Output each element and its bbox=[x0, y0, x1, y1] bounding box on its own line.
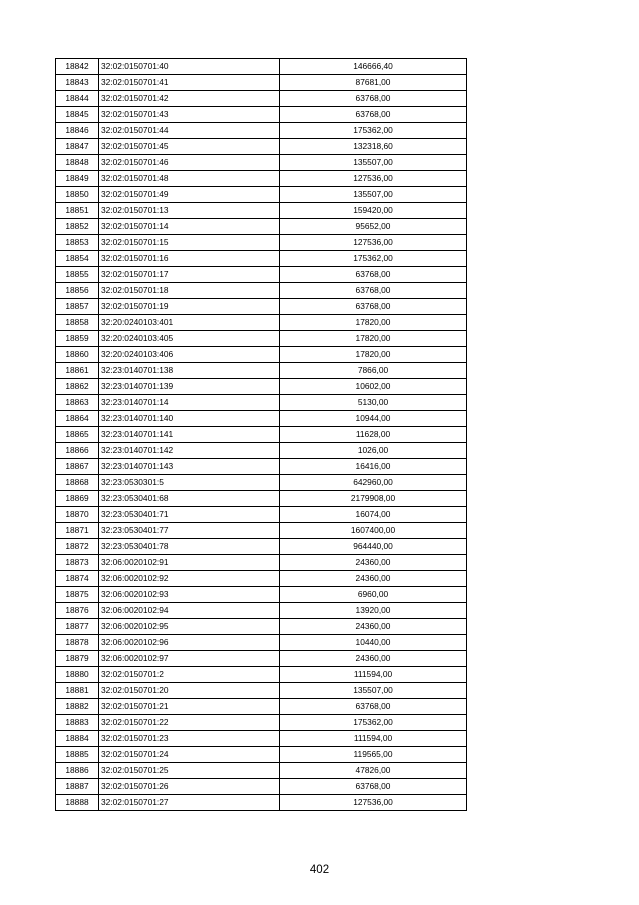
table-row bbox=[56, 331, 467, 347]
table-row bbox=[56, 75, 467, 91]
cadastral-value-cell: 17820,00 bbox=[280, 347, 467, 363]
table-row bbox=[56, 59, 467, 75]
cadastral-value-cell: 1607400,00 bbox=[280, 523, 467, 539]
cadastral-number-cell: 32:23:0140701:142 bbox=[99, 443, 280, 459]
cadastral-value-cell: 24360,00 bbox=[280, 651, 467, 667]
table-row bbox=[56, 491, 467, 507]
cadastral-value-cell: 16074,00 bbox=[280, 507, 467, 523]
table-row bbox=[56, 379, 467, 395]
cadastral-number-cell: 32:02:0150701:23 bbox=[99, 731, 280, 747]
cadastral-value-cell: 10602,00 bbox=[280, 379, 467, 395]
cadastral-value-cell: 175362,00 bbox=[280, 715, 467, 731]
row-number-cell: 18847 bbox=[56, 139, 99, 155]
row-number-cell: 18881 bbox=[56, 683, 99, 699]
table-row bbox=[56, 475, 467, 491]
cadastral-number-cell: 32:02:0150701:26 bbox=[99, 779, 280, 795]
cadastral-number-cell: 32:20:0240103:406 bbox=[99, 347, 280, 363]
table-row bbox=[56, 171, 467, 187]
table-row bbox=[56, 251, 467, 267]
table-row bbox=[56, 315, 467, 331]
cadastral-number-cell: 32:06:0020102:92 bbox=[99, 571, 280, 587]
cadastral-value-cell: 63768,00 bbox=[280, 283, 467, 299]
table-row bbox=[56, 219, 467, 235]
cadastral-number-cell: 32:02:0150701:45 bbox=[99, 139, 280, 155]
cadastral-value-cell: 6960,00 bbox=[280, 587, 467, 603]
table-row bbox=[56, 363, 467, 379]
cadastral-value-cell: 24360,00 bbox=[280, 555, 467, 571]
row-number-cell: 18843 bbox=[56, 75, 99, 91]
cadastral-value-cell: 24360,00 bbox=[280, 619, 467, 635]
cadastral-number-cell: 32:23:0140701:14 bbox=[99, 395, 280, 411]
row-number-cell: 18884 bbox=[56, 731, 99, 747]
row-number-cell: 18848 bbox=[56, 155, 99, 171]
cadastral-number-cell: 32:02:0150701:13 bbox=[99, 203, 280, 219]
cadastral-value-cell: 964440,00 bbox=[280, 539, 467, 555]
table-row bbox=[56, 795, 467, 811]
row-number-cell: 18862 bbox=[56, 379, 99, 395]
cadastral-number-cell: 32:02:0150701:41 bbox=[99, 75, 280, 91]
cadastral-value-cell: 127536,00 bbox=[280, 235, 467, 251]
cadastral-value-cell: 5130,00 bbox=[280, 395, 467, 411]
cadastral-number-cell: 32:02:0150701:27 bbox=[99, 795, 280, 811]
cadastral-value-cell: 11628,00 bbox=[280, 427, 467, 443]
cadastral-number-cell: 32:02:0150701:18 bbox=[99, 283, 280, 299]
cadastral-number-cell: 32:23:0140701:138 bbox=[99, 363, 280, 379]
cadastral-value-cell: 87681,00 bbox=[280, 75, 467, 91]
table-row bbox=[56, 651, 467, 667]
table-row bbox=[56, 139, 467, 155]
row-number-cell: 18867 bbox=[56, 459, 99, 475]
cadastral-value-cell: 642960,00 bbox=[280, 475, 467, 491]
cadastral-value-cell: 146666,40 bbox=[280, 59, 467, 75]
table-row bbox=[56, 123, 467, 139]
cadastral-number-cell: 32:02:0150701:2 bbox=[99, 667, 280, 683]
table-row bbox=[56, 283, 467, 299]
table-row bbox=[56, 571, 467, 587]
row-number-cell: 18882 bbox=[56, 699, 99, 715]
cadastral-value-cell: 13920,00 bbox=[280, 603, 467, 619]
table-row bbox=[56, 347, 467, 363]
table-row bbox=[56, 203, 467, 219]
cadastral-value-cell: 63768,00 bbox=[280, 107, 467, 123]
table-row bbox=[56, 619, 467, 635]
cadastral-value-cell: 135507,00 bbox=[280, 187, 467, 203]
row-number-cell: 18850 bbox=[56, 187, 99, 203]
table-row bbox=[56, 507, 467, 523]
cadastral-value-cell: 135507,00 bbox=[280, 155, 467, 171]
cadastral-value-cell: 47826,00 bbox=[280, 763, 467, 779]
cadastral-number-cell: 32:02:0150701:40 bbox=[99, 59, 280, 75]
table-row bbox=[56, 411, 467, 427]
row-number-cell: 18863 bbox=[56, 395, 99, 411]
row-number-cell: 18855 bbox=[56, 267, 99, 283]
row-number-cell: 18845 bbox=[56, 107, 99, 123]
row-number-cell: 18877 bbox=[56, 619, 99, 635]
cadastral-value-cell: 16416,00 bbox=[280, 459, 467, 475]
cadastral-number-cell: 32:20:0240103:401 bbox=[99, 315, 280, 331]
row-number-cell: 18860 bbox=[56, 347, 99, 363]
cadastral-value-cell: 63768,00 bbox=[280, 699, 467, 715]
cadastral-number-cell: 32:02:0150701:24 bbox=[99, 747, 280, 763]
table-row bbox=[56, 779, 467, 795]
row-number-cell: 18887 bbox=[56, 779, 99, 795]
table-row bbox=[56, 747, 467, 763]
table-row bbox=[56, 635, 467, 651]
cadastral-number-cell: 32:02:0150701:49 bbox=[99, 187, 280, 203]
table-row bbox=[56, 731, 467, 747]
cadastral-number-cell: 32:02:0150701:44 bbox=[99, 123, 280, 139]
cadastral-value-cell: 135507,00 bbox=[280, 683, 467, 699]
cadastral-value-cell: 10440,00 bbox=[280, 635, 467, 651]
row-number-cell: 18879 bbox=[56, 651, 99, 667]
cadastral-number-cell: 32:02:0150701:43 bbox=[99, 107, 280, 123]
table-row bbox=[56, 235, 467, 251]
table-row bbox=[56, 539, 467, 555]
row-number-cell: 18846 bbox=[56, 123, 99, 139]
table-row bbox=[56, 299, 467, 315]
table-row bbox=[56, 91, 467, 107]
cadastral-number-cell: 32:02:0150701:48 bbox=[99, 171, 280, 187]
cadastral-number-cell: 32:02:0150701:22 bbox=[99, 715, 280, 731]
cadastral-number-cell: 32:23:0530401:68 bbox=[99, 491, 280, 507]
table-row bbox=[56, 523, 467, 539]
cadastral-value-cell: 7866,00 bbox=[280, 363, 467, 379]
table-row bbox=[56, 699, 467, 715]
row-number-cell: 18865 bbox=[56, 427, 99, 443]
row-number-cell: 18844 bbox=[56, 91, 99, 107]
row-number-cell: 18854 bbox=[56, 251, 99, 267]
cadastral-number-cell: 32:23:0140701:143 bbox=[99, 459, 280, 475]
table-row bbox=[56, 587, 467, 603]
cadastral-value-cell: 10944,00 bbox=[280, 411, 467, 427]
table-row bbox=[56, 443, 467, 459]
cadastral-value-table bbox=[55, 58, 467, 811]
cadastral-value-cell: 63768,00 bbox=[280, 779, 467, 795]
cadastral-value-cell: 175362,00 bbox=[280, 251, 467, 267]
cadastral-number-cell: 32:02:0150701:21 bbox=[99, 699, 280, 715]
cadastral-value-cell: 127536,00 bbox=[280, 171, 467, 187]
page-number: 402 bbox=[309, 864, 330, 876]
cadastral-number-cell: 32:06:0020102:93 bbox=[99, 587, 280, 603]
cadastral-number-cell: 32:23:0530401:78 bbox=[99, 539, 280, 555]
table-row bbox=[56, 267, 467, 283]
row-number-cell: 18886 bbox=[56, 763, 99, 779]
row-number-cell: 18876 bbox=[56, 603, 99, 619]
row-number-cell: 18871 bbox=[56, 523, 99, 539]
cadastral-value-cell: 17820,00 bbox=[280, 315, 467, 331]
table-row bbox=[56, 763, 467, 779]
row-number-cell: 18849 bbox=[56, 171, 99, 187]
cadastral-value-cell: 1026,00 bbox=[280, 443, 467, 459]
cadastral-number-cell: 32:02:0150701:42 bbox=[99, 91, 280, 107]
row-number-cell: 18864 bbox=[56, 411, 99, 427]
row-number-cell: 18878 bbox=[56, 635, 99, 651]
row-number-cell: 18888 bbox=[56, 795, 99, 811]
table-row bbox=[56, 187, 467, 203]
cadastral-value-cell: 24360,00 bbox=[280, 571, 467, 587]
cadastral-number-cell: 32:02:0150701:14 bbox=[99, 219, 280, 235]
row-number-cell: 18866 bbox=[56, 443, 99, 459]
table-row bbox=[56, 683, 467, 699]
row-number-cell: 18869 bbox=[56, 491, 99, 507]
cadastral-value-cell: 17820,00 bbox=[280, 331, 467, 347]
cadastral-number-cell: 32:23:0140701:140 bbox=[99, 411, 280, 427]
table-body bbox=[56, 59, 467, 811]
cadastral-value-cell: 2179908,00 bbox=[280, 491, 467, 507]
cadastral-value-cell: 159420,00 bbox=[280, 203, 467, 219]
row-number-cell: 18880 bbox=[56, 667, 99, 683]
table-row bbox=[56, 555, 467, 571]
cadastral-number-cell: 32:06:0020102:96 bbox=[99, 635, 280, 651]
row-number-cell: 18875 bbox=[56, 587, 99, 603]
cadastral-number-cell: 32:02:0150701:15 bbox=[99, 235, 280, 251]
row-number-cell: 18857 bbox=[56, 299, 99, 315]
cadastral-number-cell: 32:23:0530301:5 bbox=[99, 475, 280, 491]
row-number-cell: 18885 bbox=[56, 747, 99, 763]
cadastral-value-cell: 111594,00 bbox=[280, 667, 467, 683]
cadastral-value-cell: 63768,00 bbox=[280, 299, 467, 315]
table-row bbox=[56, 667, 467, 683]
cadastral-number-cell: 32:06:0020102:97 bbox=[99, 651, 280, 667]
cadastral-number-cell: 32:02:0150701:19 bbox=[99, 299, 280, 315]
cadastral-number-cell: 32:02:0150701:25 bbox=[99, 763, 280, 779]
cadastral-value-cell: 132318,60 bbox=[280, 139, 467, 155]
row-number-cell: 18868 bbox=[56, 475, 99, 491]
cadastral-value-cell: 63768,00 bbox=[280, 267, 467, 283]
cadastral-number-cell: 32:02:0150701:17 bbox=[99, 267, 280, 283]
cadastral-number-cell: 32:02:0150701:46 bbox=[99, 155, 280, 171]
row-number-cell: 18858 bbox=[56, 315, 99, 331]
row-number-cell: 18859 bbox=[56, 331, 99, 347]
table-row bbox=[56, 107, 467, 123]
table-row bbox=[56, 155, 467, 171]
cadastral-number-cell: 32:23:0140701:139 bbox=[99, 379, 280, 395]
cadastral-value-cell: 127536,00 bbox=[280, 795, 467, 811]
table-row bbox=[56, 459, 467, 475]
table-row bbox=[56, 395, 467, 411]
row-number-cell: 18856 bbox=[56, 283, 99, 299]
row-number-cell: 18873 bbox=[56, 555, 99, 571]
cadastral-number-cell: 32:06:0020102:94 bbox=[99, 603, 280, 619]
cadastral-number-cell: 32:02:0150701:20 bbox=[99, 683, 280, 699]
row-number-cell: 18861 bbox=[56, 363, 99, 379]
cadastral-number-cell: 32:06:0020102:91 bbox=[99, 555, 280, 571]
row-number-cell: 18870 bbox=[56, 507, 99, 523]
row-number-cell: 18852 bbox=[56, 219, 99, 235]
row-number-cell: 18883 bbox=[56, 715, 99, 731]
table-row bbox=[56, 603, 467, 619]
table-row bbox=[56, 715, 467, 731]
cadastral-number-cell: 32:23:0530401:71 bbox=[99, 507, 280, 523]
cadastral-number-cell: 32:23:0530401:77 bbox=[99, 523, 280, 539]
row-number-cell: 18872 bbox=[56, 539, 99, 555]
cadastral-number-cell: 32:02:0150701:16 bbox=[99, 251, 280, 267]
cadastral-number-cell: 32:06:0020102:95 bbox=[99, 619, 280, 635]
row-number-cell: 18874 bbox=[56, 571, 99, 587]
cadastral-value-cell: 111594,00 bbox=[280, 731, 467, 747]
cadastral-value-cell: 63768,00 bbox=[280, 91, 467, 107]
cadastral-value-cell: 95652,00 bbox=[280, 219, 467, 235]
row-number-cell: 18851 bbox=[56, 203, 99, 219]
row-number-cell: 18842 bbox=[56, 59, 99, 75]
table-row bbox=[56, 427, 467, 443]
cadastral-number-cell: 32:23:0140701:141 bbox=[99, 427, 280, 443]
cadastral-value-cell: 175362,00 bbox=[280, 123, 467, 139]
cadastral-value-cell: 119565,00 bbox=[280, 747, 467, 763]
row-number-cell: 18853 bbox=[56, 235, 99, 251]
cadastral-number-cell: 32:20:0240103:405 bbox=[99, 331, 280, 347]
